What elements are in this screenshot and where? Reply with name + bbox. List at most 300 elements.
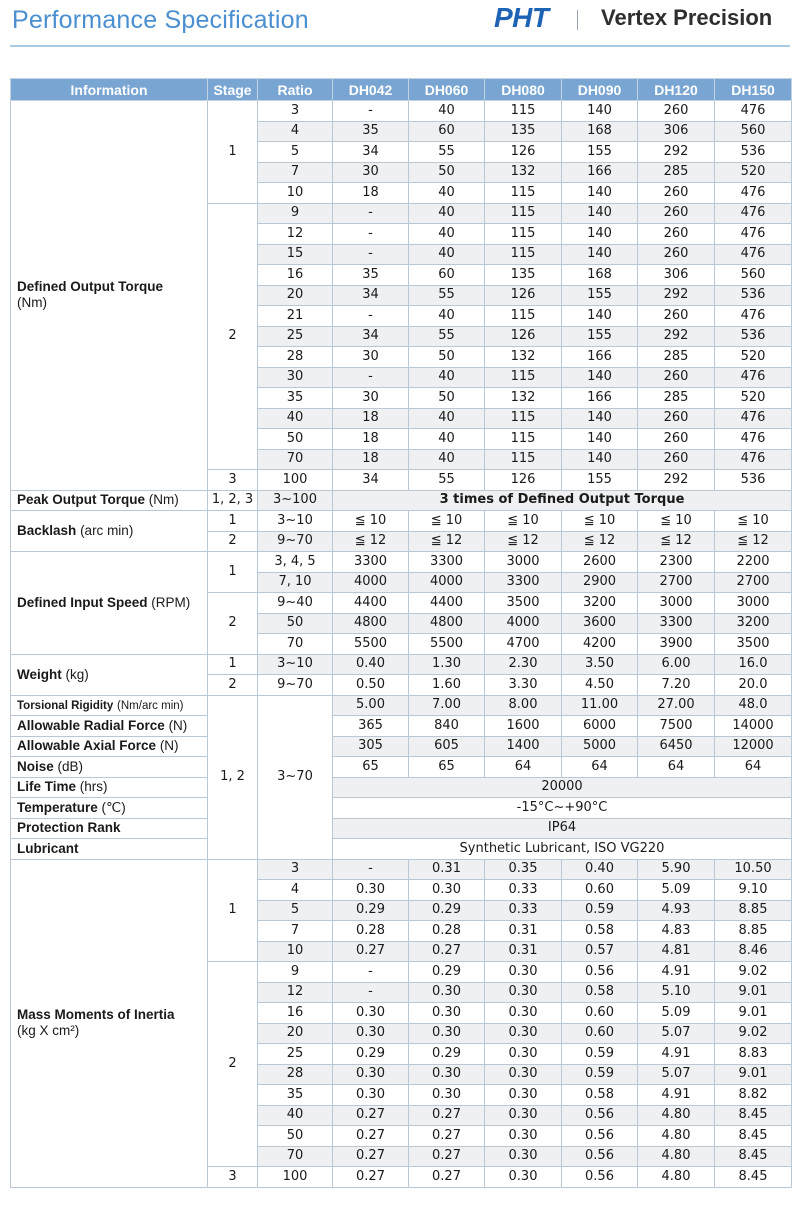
value-cell: 0.30	[333, 880, 409, 901]
value-cell: 3000	[715, 593, 792, 614]
value-cell: 8.82	[715, 1085, 792, 1106]
info-name: Protection Rank	[17, 820, 121, 836]
ratio-cell: 9	[258, 962, 333, 983]
ratio-cell: 50	[258, 1126, 333, 1147]
value-cell: 560	[715, 265, 792, 286]
value-cell: 476	[715, 101, 792, 122]
value-cell: 4000	[409, 572, 485, 593]
table-body	[11, 101, 792, 1188]
value-cell: 292	[638, 326, 715, 347]
value-cell: 536	[715, 470, 792, 491]
value-cell: 0.30	[485, 1044, 562, 1065]
value-cell: 6.00	[638, 654, 715, 675]
column-header-dh080: DH080	[485, 79, 562, 101]
value-cell: 115	[485, 224, 562, 245]
value-cell: 3600	[562, 613, 638, 634]
info-name: Backlash	[17, 523, 77, 538]
value-cell: 115	[485, 183, 562, 204]
value-cell: -	[333, 962, 409, 983]
value-cell: 11.00	[562, 695, 638, 716]
value-cell: 5000	[562, 736, 638, 757]
ratio-cell: 12	[258, 982, 333, 1003]
value-cell: 476	[715, 203, 792, 224]
value-cell: 3.50	[562, 654, 638, 675]
stage-cell: 1	[208, 859, 258, 962]
value-cell: 0.58	[562, 1085, 638, 1106]
info-label	[11, 101, 208, 491]
info-label	[11, 736, 208, 757]
value-cell: ≦ 10	[562, 511, 638, 532]
value-cell: 64	[715, 757, 792, 778]
value-cell: 0.30	[409, 1023, 485, 1044]
column-header-ratio: Ratio	[258, 79, 333, 101]
column-header-dh120: DH120	[638, 79, 715, 101]
ratio-cell: 3~70	[258, 695, 333, 859]
value-cell: 0.60	[562, 1003, 638, 1024]
value-cell: 4.80	[638, 1146, 715, 1167]
value-cell: 476	[715, 449, 792, 470]
value-cell: 12000	[715, 736, 792, 757]
value-cell: 155	[562, 470, 638, 491]
value-cell: 40	[409, 101, 485, 122]
ratio-cell: 9~40	[258, 593, 333, 614]
info-unit: (RPM)	[151, 594, 191, 610]
value-cell: 155	[562, 285, 638, 306]
value-cell: 115	[485, 244, 562, 265]
value-cell: 5.07	[638, 1064, 715, 1085]
brand-name: Vertex Precision	[601, 5, 773, 30]
ratio-cell: 40	[258, 408, 333, 429]
value-cell: 155	[562, 326, 638, 347]
value-cell: 0.29	[333, 900, 409, 921]
value-cell: 40	[409, 408, 485, 429]
value-cell: 0.29	[409, 1044, 485, 1065]
value-cell: 0.27	[409, 941, 485, 962]
value-cell: 60	[409, 265, 485, 286]
value-cell: 14000	[715, 716, 792, 737]
info-label	[11, 859, 208, 1187]
info-name: Torsional Rigidity	[17, 699, 114, 712]
info-unit: (Nm/arc min)	[117, 699, 184, 712]
value-cell: 155	[562, 142, 638, 163]
value-cell: 5500	[409, 634, 485, 655]
value-cell: 8.85	[715, 900, 792, 921]
value-cell: 260	[638, 244, 715, 265]
ratio-cell: 7	[258, 921, 333, 942]
column-header-dh042: DH042	[333, 79, 409, 101]
value-cell: 8.00	[485, 695, 562, 716]
value-cell: 6000	[562, 716, 638, 737]
value-cell: 1.30	[409, 654, 485, 675]
value-cell: 8.45	[715, 1126, 792, 1147]
value-cell: 292	[638, 470, 715, 491]
value-cell: 0.31	[485, 921, 562, 942]
value-cell: 260	[638, 203, 715, 224]
value-cell: 40	[409, 367, 485, 388]
ratio-cell: 9	[258, 203, 333, 224]
value-cell: 285	[638, 388, 715, 409]
ratio-cell: 50	[258, 613, 333, 634]
value-cell: 5.09	[638, 880, 715, 901]
info-unit: (℃)	[101, 799, 126, 815]
ratio-cell: 3~10	[258, 511, 333, 532]
value-cell: 135	[485, 121, 562, 142]
value-cell: 5.90	[638, 859, 715, 880]
value-cell: 132	[485, 347, 562, 368]
info-unit: (kg)	[65, 666, 89, 682]
value-cell: 2900	[562, 572, 638, 593]
value-cell: 20.0	[715, 675, 792, 696]
info-name: Lubricant	[17, 840, 79, 856]
page-title: Performance Specification	[12, 6, 309, 34]
value-cell: -	[333, 859, 409, 880]
value-cell: 476	[715, 306, 792, 327]
value-cell: 305	[333, 736, 409, 757]
ratio-cell: 15	[258, 244, 333, 265]
info-unit: (hrs)	[79, 779, 108, 795]
spec-table	[10, 78, 792, 1188]
value-cell: 40	[409, 429, 485, 450]
stage-cell: 2	[208, 531, 258, 552]
stage-cell: 1	[208, 101, 258, 204]
ratio-cell: 28	[258, 1064, 333, 1085]
stage-cell: 2	[208, 593, 258, 655]
value-cell: 2600	[562, 552, 638, 573]
value-cell: 34	[333, 470, 409, 491]
value-cell: 140	[562, 224, 638, 245]
value-cell: 65	[333, 757, 409, 778]
table-row	[11, 757, 792, 778]
value-cell: 55	[409, 285, 485, 306]
ratio-cell: 3, 4, 5	[258, 552, 333, 573]
value-cell: 0.60	[562, 1023, 638, 1044]
value-cell: 18	[333, 449, 409, 470]
value-cell: 0.33	[485, 900, 562, 921]
value-cell: ≦ 10	[409, 511, 485, 532]
value-cell: 0.27	[409, 1126, 485, 1147]
stage-cell: 3	[208, 1167, 258, 1188]
span-value: 3 times of Defined Output Torque	[333, 490, 792, 511]
value-cell: 0.30	[485, 1064, 562, 1085]
value-cell: 9.10	[715, 880, 792, 901]
value-cell: 115	[485, 408, 562, 429]
ratio-cell: 70	[258, 1146, 333, 1167]
value-cell: 168	[562, 265, 638, 286]
value-cell: 9.01	[715, 982, 792, 1003]
column-header-information: Information	[11, 79, 208, 101]
span-value: -15°C~+90°C	[333, 798, 792, 819]
value-cell: 260	[638, 429, 715, 450]
ratio-cell: 3~10	[258, 654, 333, 675]
value-cell: 40	[409, 224, 485, 245]
value-cell: 840	[409, 716, 485, 737]
stage-cell: 3	[208, 470, 258, 491]
stage-cell: 2	[208, 962, 258, 1167]
value-cell: 18	[333, 408, 409, 429]
ratio-cell: 16	[258, 265, 333, 286]
value-cell: 3200	[562, 593, 638, 614]
info-label	[11, 818, 208, 839]
value-cell: 0.31	[409, 859, 485, 880]
value-cell: 0.58	[562, 982, 638, 1003]
value-cell: 140	[562, 367, 638, 388]
value-cell: 8.46	[715, 941, 792, 962]
value-cell: 292	[638, 285, 715, 306]
value-cell: 306	[638, 121, 715, 142]
stage-cell: 2	[208, 203, 258, 470]
ratio-cell: 35	[258, 388, 333, 409]
value-cell: 64	[562, 757, 638, 778]
value-cell: 50	[409, 388, 485, 409]
table-header-row	[11, 79, 792, 101]
value-cell: 10.50	[715, 859, 792, 880]
value-cell: 3000	[638, 593, 715, 614]
info-name: Allowable Axial Force	[17, 738, 157, 754]
ratio-cell: 3	[258, 859, 333, 880]
table-row	[11, 511, 792, 532]
value-cell: 285	[638, 347, 715, 368]
info-label	[11, 757, 208, 778]
value-cell: ≦ 10	[485, 511, 562, 532]
column-header-dh060: DH060	[409, 79, 485, 101]
value-cell: 40	[409, 449, 485, 470]
value-cell: 115	[485, 203, 562, 224]
info-name: Defined Output Torque	[17, 279, 163, 295]
value-cell: -	[333, 982, 409, 1003]
value-cell: 0.30	[333, 1023, 409, 1044]
value-cell: 4.80	[638, 1126, 715, 1147]
value-cell: 0.30	[485, 962, 562, 983]
table-row	[11, 798, 792, 819]
value-cell: 115	[485, 429, 562, 450]
value-cell: ≦ 12	[562, 531, 638, 552]
value-cell: 260	[638, 101, 715, 122]
value-cell: 1400	[485, 736, 562, 757]
value-cell: 0.30	[409, 1064, 485, 1085]
header-divider	[577, 10, 578, 30]
span-value: 20000	[333, 777, 792, 798]
value-cell: 50	[409, 347, 485, 368]
table-row	[11, 101, 792, 122]
value-cell: 8.45	[715, 1167, 792, 1188]
value-cell: 115	[485, 367, 562, 388]
pht-logo: PHT	[494, 2, 549, 33]
value-cell: 0.30	[409, 880, 485, 901]
value-cell: 3.30	[485, 675, 562, 696]
value-cell: 140	[562, 306, 638, 327]
value-cell: 0.33	[485, 880, 562, 901]
value-cell: 520	[715, 388, 792, 409]
value-cell: 605	[409, 736, 485, 757]
value-cell: 0.30	[485, 1003, 562, 1024]
value-cell: 140	[562, 449, 638, 470]
table-row	[11, 777, 792, 798]
value-cell: -	[333, 203, 409, 224]
value-cell: 140	[562, 429, 638, 450]
value-cell: 30	[333, 388, 409, 409]
ratio-cell: 10	[258, 941, 333, 962]
info-label	[11, 490, 208, 511]
span-value: Synthetic Lubricant, ISO VG220	[333, 839, 792, 860]
info-label	[11, 552, 208, 655]
value-cell: 40	[409, 183, 485, 204]
value-cell: 4000	[485, 613, 562, 634]
value-cell: 126	[485, 470, 562, 491]
value-cell: 4.80	[638, 1105, 715, 1126]
value-cell: 0.35	[485, 859, 562, 880]
value-cell: 0.30	[485, 1085, 562, 1106]
info-unit: (arc min)	[80, 523, 134, 538]
value-cell: ≦ 10	[333, 511, 409, 532]
info-label	[11, 511, 208, 552]
value-cell: 0.29	[409, 962, 485, 983]
value-cell: 4.91	[638, 962, 715, 983]
value-cell: 126	[485, 326, 562, 347]
value-cell: 3500	[715, 634, 792, 655]
value-cell: 260	[638, 306, 715, 327]
value-cell: 5.10	[638, 982, 715, 1003]
value-cell: 2.30	[485, 654, 562, 675]
ratio-cell: 9~70	[258, 675, 333, 696]
value-cell: 0.30	[333, 1064, 409, 1085]
value-cell: 34	[333, 326, 409, 347]
value-cell: 16.0	[715, 654, 792, 675]
info-label	[11, 716, 208, 737]
stage-cell: 1	[208, 511, 258, 532]
value-cell: 536	[715, 142, 792, 163]
value-cell: -	[333, 367, 409, 388]
value-cell: 50	[409, 162, 485, 183]
value-cell: 0.56	[562, 1105, 638, 1126]
stage-cell: 1	[208, 654, 258, 675]
ratio-cell: 9~70	[258, 531, 333, 552]
info-name: Weight	[17, 666, 62, 682]
ratio-cell: 5	[258, 900, 333, 921]
value-cell: 0.30	[485, 1105, 562, 1126]
value-cell: 135	[485, 265, 562, 286]
ratio-cell: 4	[258, 880, 333, 901]
value-cell: 292	[638, 142, 715, 163]
value-cell: 9.01	[715, 1064, 792, 1085]
value-cell: 4800	[409, 613, 485, 634]
value-cell: 30	[333, 347, 409, 368]
value-cell: 0.56	[562, 1126, 638, 1147]
info-unit: (N)	[168, 717, 188, 733]
value-cell: 0.59	[562, 1044, 638, 1065]
value-cell: 4000	[333, 572, 409, 593]
info-label	[11, 695, 208, 716]
value-cell: 0.30	[409, 1003, 485, 1024]
value-cell: -	[333, 101, 409, 122]
ratio-cell: 70	[258, 449, 333, 470]
value-cell: 4.50	[562, 675, 638, 696]
value-cell: 7.20	[638, 675, 715, 696]
span-value: IP64	[333, 818, 792, 839]
value-cell: 30	[333, 162, 409, 183]
value-cell: 40	[409, 306, 485, 327]
value-cell: 5.00	[333, 695, 409, 716]
value-cell: 64	[485, 757, 562, 778]
value-cell: 0.30	[485, 1126, 562, 1147]
value-cell: -	[333, 306, 409, 327]
value-cell: 0.57	[562, 941, 638, 962]
ratio-cell: 25	[258, 326, 333, 347]
value-cell: 126	[485, 285, 562, 306]
value-cell: 3300	[333, 552, 409, 573]
table-row	[11, 654, 792, 675]
value-cell: 4.81	[638, 941, 715, 962]
value-cell: 476	[715, 367, 792, 388]
value-cell: 476	[715, 408, 792, 429]
column-header-dh090: DH090	[562, 79, 638, 101]
value-cell: 3300	[409, 552, 485, 573]
ratio-cell: 5	[258, 142, 333, 163]
table-row	[11, 839, 792, 860]
value-cell: 140	[562, 244, 638, 265]
value-cell: 140	[562, 183, 638, 204]
ratio-cell: 3	[258, 101, 333, 122]
ratio-cell: 100	[258, 1167, 333, 1188]
value-cell: 0.31	[485, 941, 562, 962]
value-cell: ≦ 12	[409, 531, 485, 552]
ratio-cell: 7	[258, 162, 333, 183]
value-cell: 34	[333, 285, 409, 306]
info-name: Temperature	[17, 799, 98, 815]
value-cell: 520	[715, 162, 792, 183]
value-cell: 0.29	[333, 1044, 409, 1065]
table-row	[11, 859, 792, 880]
value-cell: 4.91	[638, 1044, 715, 1065]
value-cell: 560	[715, 121, 792, 142]
value-cell: 0.30	[485, 1023, 562, 1044]
ratio-cell: 12	[258, 224, 333, 245]
value-cell: 132	[485, 162, 562, 183]
value-cell: 476	[715, 224, 792, 245]
value-cell: 168	[562, 121, 638, 142]
value-cell: 4.93	[638, 900, 715, 921]
value-cell: 2700	[638, 572, 715, 593]
value-cell: 7500	[638, 716, 715, 737]
value-cell: ≦ 10	[638, 511, 715, 532]
ratio-cell: 25	[258, 1044, 333, 1065]
value-cell: 0.29	[409, 900, 485, 921]
value-cell: 6450	[638, 736, 715, 757]
ratio-cell: 70	[258, 634, 333, 655]
value-cell: 7.00	[409, 695, 485, 716]
value-cell: 9.02	[715, 962, 792, 983]
value-cell: 0.40	[562, 859, 638, 880]
page-header	[0, 0, 800, 48]
value-cell: 166	[562, 388, 638, 409]
ratio-cell: 35	[258, 1085, 333, 1106]
value-cell: 536	[715, 285, 792, 306]
value-cell: 1.60	[409, 675, 485, 696]
value-cell: 18	[333, 429, 409, 450]
table-row	[11, 552, 792, 573]
value-cell: 8.85	[715, 921, 792, 942]
value-cell: 260	[638, 367, 715, 388]
value-cell: 115	[485, 101, 562, 122]
value-cell: 476	[715, 183, 792, 204]
value-cell: 35	[333, 121, 409, 142]
value-cell: 260	[638, 183, 715, 204]
ratio-cell: 20	[258, 285, 333, 306]
value-cell: 65	[409, 757, 485, 778]
value-cell: 0.60	[562, 880, 638, 901]
value-cell: 3500	[485, 593, 562, 614]
value-cell: 5.07	[638, 1023, 715, 1044]
value-cell: 55	[409, 326, 485, 347]
